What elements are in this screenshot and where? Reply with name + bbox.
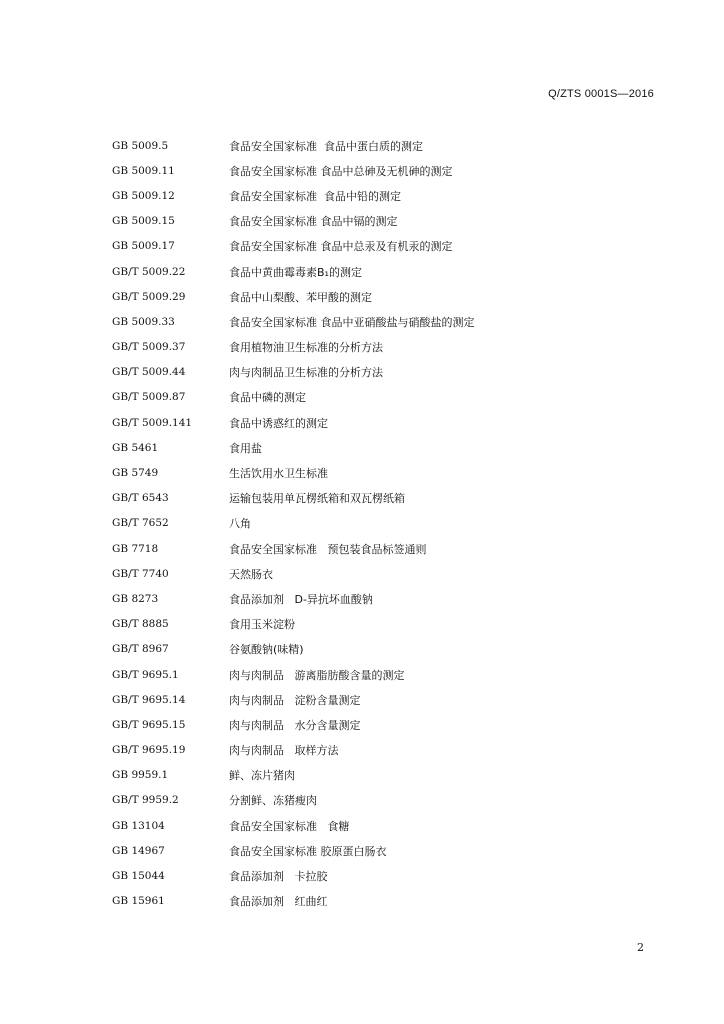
standard-title: 食品安全国家标准 胶原蛋白肠衣 (229, 844, 387, 858)
standard-code: GB/T 8885 (112, 618, 169, 631)
standard-code: GB 5009.5 (112, 139, 169, 152)
standard-code: GB 13104 (112, 819, 165, 832)
standard-code: GB/T 9695.1 (112, 668, 179, 681)
reference-row (112, 259, 632, 284)
standard-code: GB 8273 (112, 592, 159, 605)
standard-title: 食品安全国家标准 食糖 (229, 819, 350, 833)
reference-row (112, 158, 632, 183)
standard-code: GB/T 5009.22 (112, 265, 186, 278)
reference-row (112, 738, 632, 763)
standard-code: GB 5749 (112, 467, 159, 480)
standard-title: 食品中黄曲霉毒素B₁的测定 (229, 265, 362, 279)
standard-title: 肉与肉制品卫生标准的分析方法 (229, 366, 383, 380)
reference-row (112, 460, 632, 485)
reference-row (112, 863, 632, 888)
standard-code: GB 5009.17 (112, 240, 175, 253)
standard-title: 食品安全国家标准 食品中蛋白质的测定 (229, 139, 423, 153)
standard-title: 肉与肉制品 游离脂肪酸含量的测定 (229, 668, 405, 682)
standard-code: GB/T 7652 (112, 517, 169, 530)
standard-code: GB/T 7740 (112, 567, 169, 580)
reference-row (112, 410, 632, 435)
standard-title: 食品安全国家标准 食品中铅的测定 (229, 189, 401, 203)
standard-title: 生活饮用水卫生标准 (229, 467, 328, 481)
standard-code: GB 14967 (112, 844, 165, 857)
reference-row (112, 889, 632, 914)
standard-title: 食品安全国家标准 食品中总汞及有机汞的测定 (229, 240, 453, 254)
standard-title: 食品添加剂 D-异抗坏血酸钠 (229, 592, 373, 606)
reference-row (112, 284, 632, 309)
standard-title: 鲜、冻片猪肉 (229, 769, 295, 783)
standard-title: 食品中诱惑红的测定 (229, 416, 328, 430)
standard-code: GB/T 6543 (112, 492, 169, 505)
standard-title: 食品安全国家标准 预包装食品标签通则 (229, 542, 427, 556)
reference-row (112, 788, 632, 813)
standard-code: GB 15961 (112, 895, 165, 908)
reference-row (112, 586, 632, 611)
reference-row (112, 838, 632, 863)
reference-row (112, 687, 632, 712)
standard-title: 食用盐 (229, 441, 262, 455)
standard-title: 食品中磷的测定 (229, 391, 306, 405)
reference-row (112, 712, 632, 737)
standard-code: GB 5009.33 (112, 315, 175, 328)
standard-title: 肉与肉制品 淀粉含量测定 (229, 693, 361, 707)
reference-row (112, 486, 632, 511)
standard-code: GB 5009.11 (112, 164, 175, 177)
reference-row (112, 612, 632, 637)
standard-title: 肉与肉制品 水分含量测定 (229, 718, 361, 732)
standard-code: GB 5009.15 (112, 215, 175, 228)
reference-row (112, 511, 632, 536)
reference-row (112, 234, 632, 259)
reference-row (112, 183, 632, 208)
reference-row (112, 309, 632, 334)
standard-title: 食品中山梨酸、苯甲酸的测定 (229, 290, 372, 304)
reference-row (112, 637, 632, 662)
standard-code: GB/T 5009.44 (112, 366, 186, 379)
standard-title: 食品添加剂 红曲红 (229, 895, 328, 909)
standard-code: GB/T 9695.14 (112, 693, 186, 706)
reference-row (112, 435, 632, 460)
reference-row (112, 133, 632, 158)
standard-code: GB/T 9959.2 (112, 794, 179, 807)
standard-code: GB/T 5009.87 (112, 391, 186, 404)
standard-title: 运输包装用单瓦楞纸箱和双瓦楞纸箱 (229, 492, 405, 506)
normative-references-list (112, 133, 632, 914)
standard-title: 食品安全国家标准 食品中镉的测定 (229, 215, 398, 229)
page-number: 2 (637, 941, 644, 954)
standard-title: 谷氨酸钠(味精) (229, 643, 304, 657)
reference-row (112, 561, 632, 586)
standard-code: GB 5009.12 (112, 189, 175, 202)
standard-title: 八角 (229, 517, 251, 531)
standard-code: GB 15044 (112, 870, 165, 883)
standard-code: GB/T 9695.15 (112, 718, 186, 731)
reference-row (112, 385, 632, 410)
reference-row (112, 335, 632, 360)
reference-row (112, 536, 632, 561)
reference-row (112, 360, 632, 385)
standard-title: 肉与肉制品 取样方法 (229, 744, 339, 758)
reference-row (112, 209, 632, 234)
standard-title: 食品安全国家标准 食品中总砷及无机砷的测定 (229, 164, 453, 178)
document-code-header: Q/ZTS 0001S—2016 (548, 88, 654, 100)
standard-code: GB/T 9695.19 (112, 744, 186, 757)
standard-code: GB 9959.1 (112, 769, 169, 782)
standard-code: GB/T 8967 (112, 643, 169, 656)
standard-title: 分割鲜、冻猪瘦肉 (229, 794, 317, 808)
standard-title: 天然肠衣 (229, 567, 273, 581)
standard-title: 食品添加剂 卡拉胶 (229, 870, 328, 884)
standard-title: 食用玉米淀粉 (229, 618, 295, 632)
standard-title: 食品安全国家标准 食品中亚硝酸盐与硝酸盐的测定 (229, 315, 475, 329)
standard-code: GB/T 5009.29 (112, 290, 186, 303)
reference-row (112, 813, 632, 838)
standard-code: GB/T 5009.141 (112, 416, 193, 429)
standard-code: GB 5461 (112, 441, 159, 454)
standard-code: GB/T 5009.37 (112, 341, 186, 354)
reference-row (112, 662, 632, 687)
standard-code: GB 7718 (112, 542, 159, 555)
reference-row (112, 763, 632, 788)
standard-title: 食用植物油卫生标准的分析方法 (229, 341, 383, 355)
